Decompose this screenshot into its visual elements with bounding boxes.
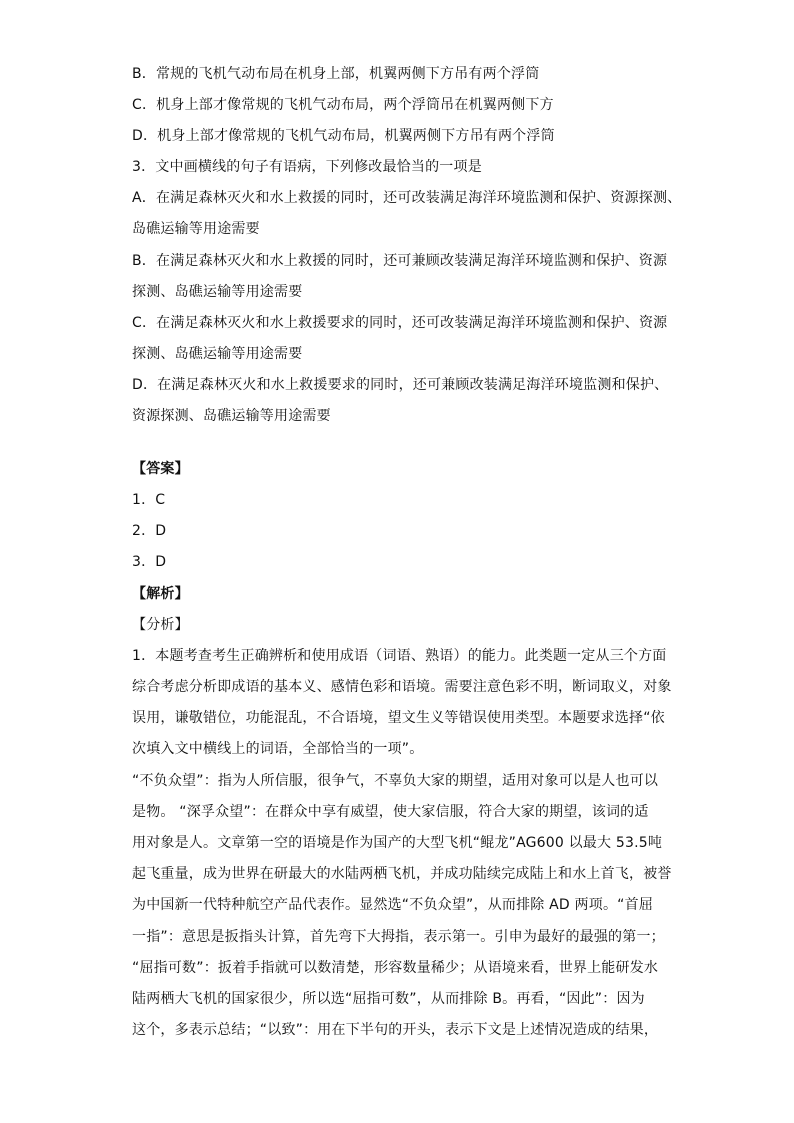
- analysis-paragraph-line: “不负众望”：指为人所信服，很争气，不辜负大家的期望，适用对象可以是人也可以: [132, 773, 659, 789]
- analysis-paragraph-line: 次填入文中横线上的词语，全部恰当的一项”。: [132, 741, 424, 757]
- analysis-paragraph-line: 陆两栖大飞机的国家很少，所以选“屈指可数”，从而排除 B。再看，“因此”：因为: [132, 991, 645, 1007]
- answer-1: 1．C: [132, 492, 166, 508]
- q3-option-c-line-1: C．在满足森林灭火和水上救援要求的同时，还可改装满足海洋环境监测和保护、资源: [132, 315, 668, 331]
- analysis-paragraph-line: 1．本题考查考生正确辨析和使用成语（词语、熟语）的能力。此类题一定从三个方面: [132, 648, 667, 664]
- analysis-paragraph-line: 是物。 “深孚众望”：在群众中享有威望，使大家信服，符合大家的期望，该词的适: [132, 804, 649, 820]
- q3-option-d-line-1: D．在满足森林灭火和水上救援要求的同时，还可兼顾改装满足海洋环境监测和保护、: [132, 377, 669, 393]
- question-3-line: 3．文中画横线的句子有语病，下列修改最恰当的一项是: [132, 159, 482, 175]
- q3-option-a-line-1: A．在满足森林灭火和水上救援的同时，还可改装满足海洋环境监测和保护、资源探测、: [132, 190, 682, 206]
- analysis-paragraph-line: 为中国新一代特种航空产品代表作。显然选“不负众望”，从而排除 AD 两项。“首屈: [132, 897, 654, 913]
- q3-option-c-line-2: 探测、岛礁运输等用途需要: [132, 346, 303, 362]
- answer-heading: 【答案】: [132, 461, 189, 477]
- answer-3: 3．D: [132, 554, 167, 570]
- answer-2: 2．D: [132, 523, 167, 539]
- analysis-paragraph-line: 一指”：意思是扳指头计算，首先弯下大拇指，表示第一。引申为最好的最强的第一；: [132, 929, 665, 945]
- option-d-line: D．机身上部才像常规的飞机气动布局，机翼两侧下方吊有两个浮筒: [132, 128, 555, 144]
- analysis-paragraph-line: “屈指可数”：扳着手指就可以数清楚，形容数量稀少；从语境来看，世界上能研发水: [132, 960, 659, 976]
- analysis-paragraph-line: 用对象是人。文章第一空的语境是作为国产的大型飞机“鲲龙”AG600 以最大 53.5吨: [132, 835, 663, 851]
- q3-option-b-line-2: 探测、岛礁运输等用途需要: [132, 284, 303, 300]
- analysis-paragraph-line: 这个，多表示总结；“以致”：用在下半句的开头，表示下文是上述情况造成的结果，: [132, 1022, 659, 1038]
- analysis-heading: 【解析】: [132, 586, 189, 602]
- option-c-line: C．机身上部才像常规的飞机气动布局，两个浮筒吊在机翼两侧下方: [132, 97, 554, 113]
- analysis-paragraph-line: 误用，谦敬错位，功能混乱，不合语境，望文生义等错误使用类型。本题要求选择“依: [132, 710, 665, 726]
- q3-option-d-line-2: 资源探测、岛礁运输等用途需要: [132, 408, 331, 424]
- analysis-subheading: 【分析】: [132, 617, 189, 633]
- q3-option-a-line-2: 岛礁运输等用途需要: [132, 221, 260, 237]
- analysis-paragraph-line: 综合考虑分析即成语的基本义、感情色彩和语境。需要注意色彩不明，断词取义，对象: [132, 679, 672, 695]
- option-b-line: B．常规的飞机气动布局在机身上部，机翼两侧下方吊有两个浮筒: [132, 66, 540, 82]
- q3-option-b-line-1: B．在满足森林灭火和水上救援的同时，还可兼顾改装满足海洋环境监测和保护、资源: [132, 253, 668, 269]
- analysis-paragraph-line: 起飞重量，成为世界在研最大的水陆两栖飞机，并成功陆续完成陆上和水上首飞，被誉: [132, 866, 672, 882]
